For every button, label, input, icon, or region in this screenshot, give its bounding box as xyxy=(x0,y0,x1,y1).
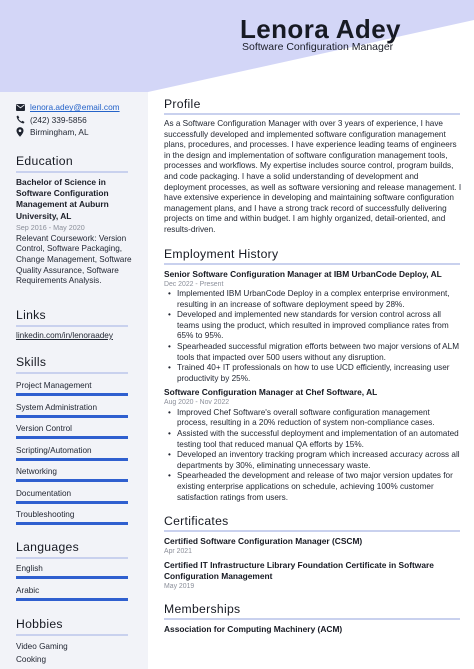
language-level-bar xyxy=(16,576,128,579)
skill-level-bar xyxy=(16,458,128,461)
links-section xyxy=(16,308,140,342)
skill-level-bar xyxy=(16,415,128,418)
certificates-divider xyxy=(164,530,460,532)
certificate-date: May 2019 xyxy=(164,582,195,590)
hobbies-divider xyxy=(16,634,128,636)
job-bullet: • Developed and implemented new standards for version control across all teams using the product, which resulted in improved compliance rates from 65% to 95%. xyxy=(164,310,462,342)
skill-label: System Administration xyxy=(16,402,97,412)
skills-heading: Skills xyxy=(16,355,47,369)
skill-label: Documentation xyxy=(16,488,72,498)
job-bullet: • Spearheaded successful migration efforts between two major versions of ALM tools that impacted over 500 users without any disruption. xyxy=(164,342,462,363)
job-bullet: • Implemented IBM UrbanCode Deploy in a complex enterprise environment, resulting in an increase of software deployment speed by 28%. xyxy=(164,289,462,310)
skill-label: Version Control xyxy=(16,424,72,433)
job-entry xyxy=(164,387,462,503)
language-level-fill xyxy=(16,576,128,579)
skills-divider xyxy=(16,372,128,374)
education-section xyxy=(16,154,140,287)
job-bullets xyxy=(164,289,462,384)
language-label: Arabic xyxy=(16,585,40,595)
language-item xyxy=(16,586,140,608)
skill-level-fill xyxy=(16,479,128,482)
certificate-date: Apr 2021 xyxy=(164,548,192,556)
main-content xyxy=(164,97,462,635)
job-bullet: • Spearheaded the development and release of two major version updates for existing enterprise applications on schedule, achieving 100% customer satisfaction ratings from users. xyxy=(164,471,462,503)
skill-label: Project Management xyxy=(16,381,92,390)
skill-item xyxy=(16,489,140,511)
language-level-bar xyxy=(16,598,128,601)
memberships-divider xyxy=(164,618,460,620)
links-divider xyxy=(16,325,128,327)
skill-item xyxy=(16,446,140,468)
skill-label: Networking xyxy=(16,467,57,476)
envelope-icon xyxy=(16,104,30,111)
skill-level-fill xyxy=(16,415,128,418)
job-dates: Dec 2022 - Present xyxy=(164,280,224,288)
certificate-name: Certified Software Configuration Manager (CSCM) xyxy=(164,536,363,547)
employment-heading: Employment History xyxy=(164,246,279,261)
hobby-item: Cooking xyxy=(16,655,47,664)
job-bullet: • Developed an inventory tracking program which increased accuracy across all departments by 30%, eliminating unnecessary waste. xyxy=(164,450,462,471)
skill-level-fill xyxy=(16,458,128,461)
header-banner xyxy=(0,0,474,92)
skill-level-fill xyxy=(16,501,128,504)
job-title: Senior Software Configuration Manager at IBM UrbanCode Deploy, AL xyxy=(164,268,442,279)
membership-item: Association for Computing Machinery (ACM) xyxy=(164,624,343,635)
education-coursework: Relevant Coursework: Version Control, Software Packaging, Change Management, Software Quality Assurance, Software Requirements Analysis. xyxy=(16,233,132,286)
phone-text: (242) 339-5856 xyxy=(30,114,87,125)
education-dates: Sep 2016 - May 2020 xyxy=(16,222,85,232)
languages-section xyxy=(16,540,140,607)
contact-location-row xyxy=(16,126,144,139)
memberships-heading: Memberships xyxy=(164,602,241,617)
skill-level-fill xyxy=(16,436,128,439)
job-bullet: • Improved Chef Software's overall software configuration management process, resulting in a 20% reduction of system non-compliance cases. xyxy=(164,408,462,429)
links-heading: Links xyxy=(16,308,46,322)
skill-label: Troubleshooting xyxy=(16,510,75,519)
email-link[interactable]: lenora.adey@email.com xyxy=(30,102,120,113)
job-bullets xyxy=(164,408,462,503)
profile-summary: As a Software Configuration Manager with over 3 years of experience, I have successfully developed and implemented software configuration management plans, procedures, and processes. I have experience leading teams of engineers in the design and implementation of software configuration management tools, processes and workflows. My expertise includes source control, program builds, and code packaging. I have a solid understanding of development and deployment processes, as well as software versioning and release management. I have extensive experience in developing and maintaining software configuration management plans, and I have a strong track record of successfully delivering projects on time and within budget. I am highly organized, detail-oriented, and results-driven. xyxy=(164,119,462,234)
profile-divider xyxy=(164,113,460,115)
languages-divider xyxy=(16,557,128,559)
job-bullet: • Assisted with the successful deployment and implementation of an automated testing tool that reduced manual QA efforts by 15%. xyxy=(164,429,462,450)
hobby-item: Video Gaming xyxy=(16,642,68,651)
hobbies-section xyxy=(16,617,140,666)
location-pin-icon xyxy=(16,127,30,137)
skills-section xyxy=(16,355,140,532)
skill-item xyxy=(16,381,140,403)
education-degree: Bachelor of Science in Software Configuration Management at Auburn University, AL xyxy=(16,177,109,221)
skill-item xyxy=(16,424,140,446)
languages-heading: Languages xyxy=(16,540,80,554)
education-heading: Education xyxy=(16,154,73,168)
skill-level-bar xyxy=(16,501,128,504)
phone-icon xyxy=(16,115,30,124)
employment-divider xyxy=(164,263,460,265)
skill-level-fill xyxy=(16,522,128,525)
job-title: Software Configuration Manager at Chef Software, AL xyxy=(164,387,378,398)
job-entry xyxy=(164,269,462,385)
certificates-heading: Certificates xyxy=(164,514,229,529)
candidate-name: Lenora Adey xyxy=(240,14,401,44)
skill-level-bar xyxy=(16,393,128,396)
skill-item xyxy=(16,467,140,489)
candidate-title: Software Configuration Manager xyxy=(242,41,394,53)
job-bullet: • Trained 40+ IT professionals on how to use UCD efficiently, increasing user productivity by 25%. xyxy=(164,363,462,384)
skill-item xyxy=(16,510,140,532)
profile-heading: Profile xyxy=(164,97,201,111)
language-item xyxy=(16,564,140,586)
skill-level-bar xyxy=(16,479,128,482)
skill-label: Scripting/Automation xyxy=(16,445,92,455)
skill-level-fill xyxy=(16,393,128,396)
language-label: English xyxy=(16,564,43,573)
hobbies-heading: Hobbies xyxy=(16,617,63,631)
contact-phone-row xyxy=(16,114,144,127)
linkedin-link[interactable]: linkedin.com/in/lenoraadey xyxy=(16,331,113,340)
skills-list xyxy=(16,381,140,532)
location-text: Birmingham, AL xyxy=(30,127,89,138)
contact-details xyxy=(16,101,144,139)
job-dates: Aug 2020 - Nov 2022 xyxy=(164,399,230,407)
certificate-name: Certified IT Infrastructure Library Foundation Certificate in Software Configuration Management xyxy=(164,559,434,581)
skill-item xyxy=(16,403,140,425)
education-divider xyxy=(16,171,128,173)
language-level-fill xyxy=(16,598,128,601)
skill-level-bar xyxy=(16,436,128,439)
skill-level-bar xyxy=(16,522,128,525)
contact-email-row[interactable] xyxy=(16,101,144,114)
